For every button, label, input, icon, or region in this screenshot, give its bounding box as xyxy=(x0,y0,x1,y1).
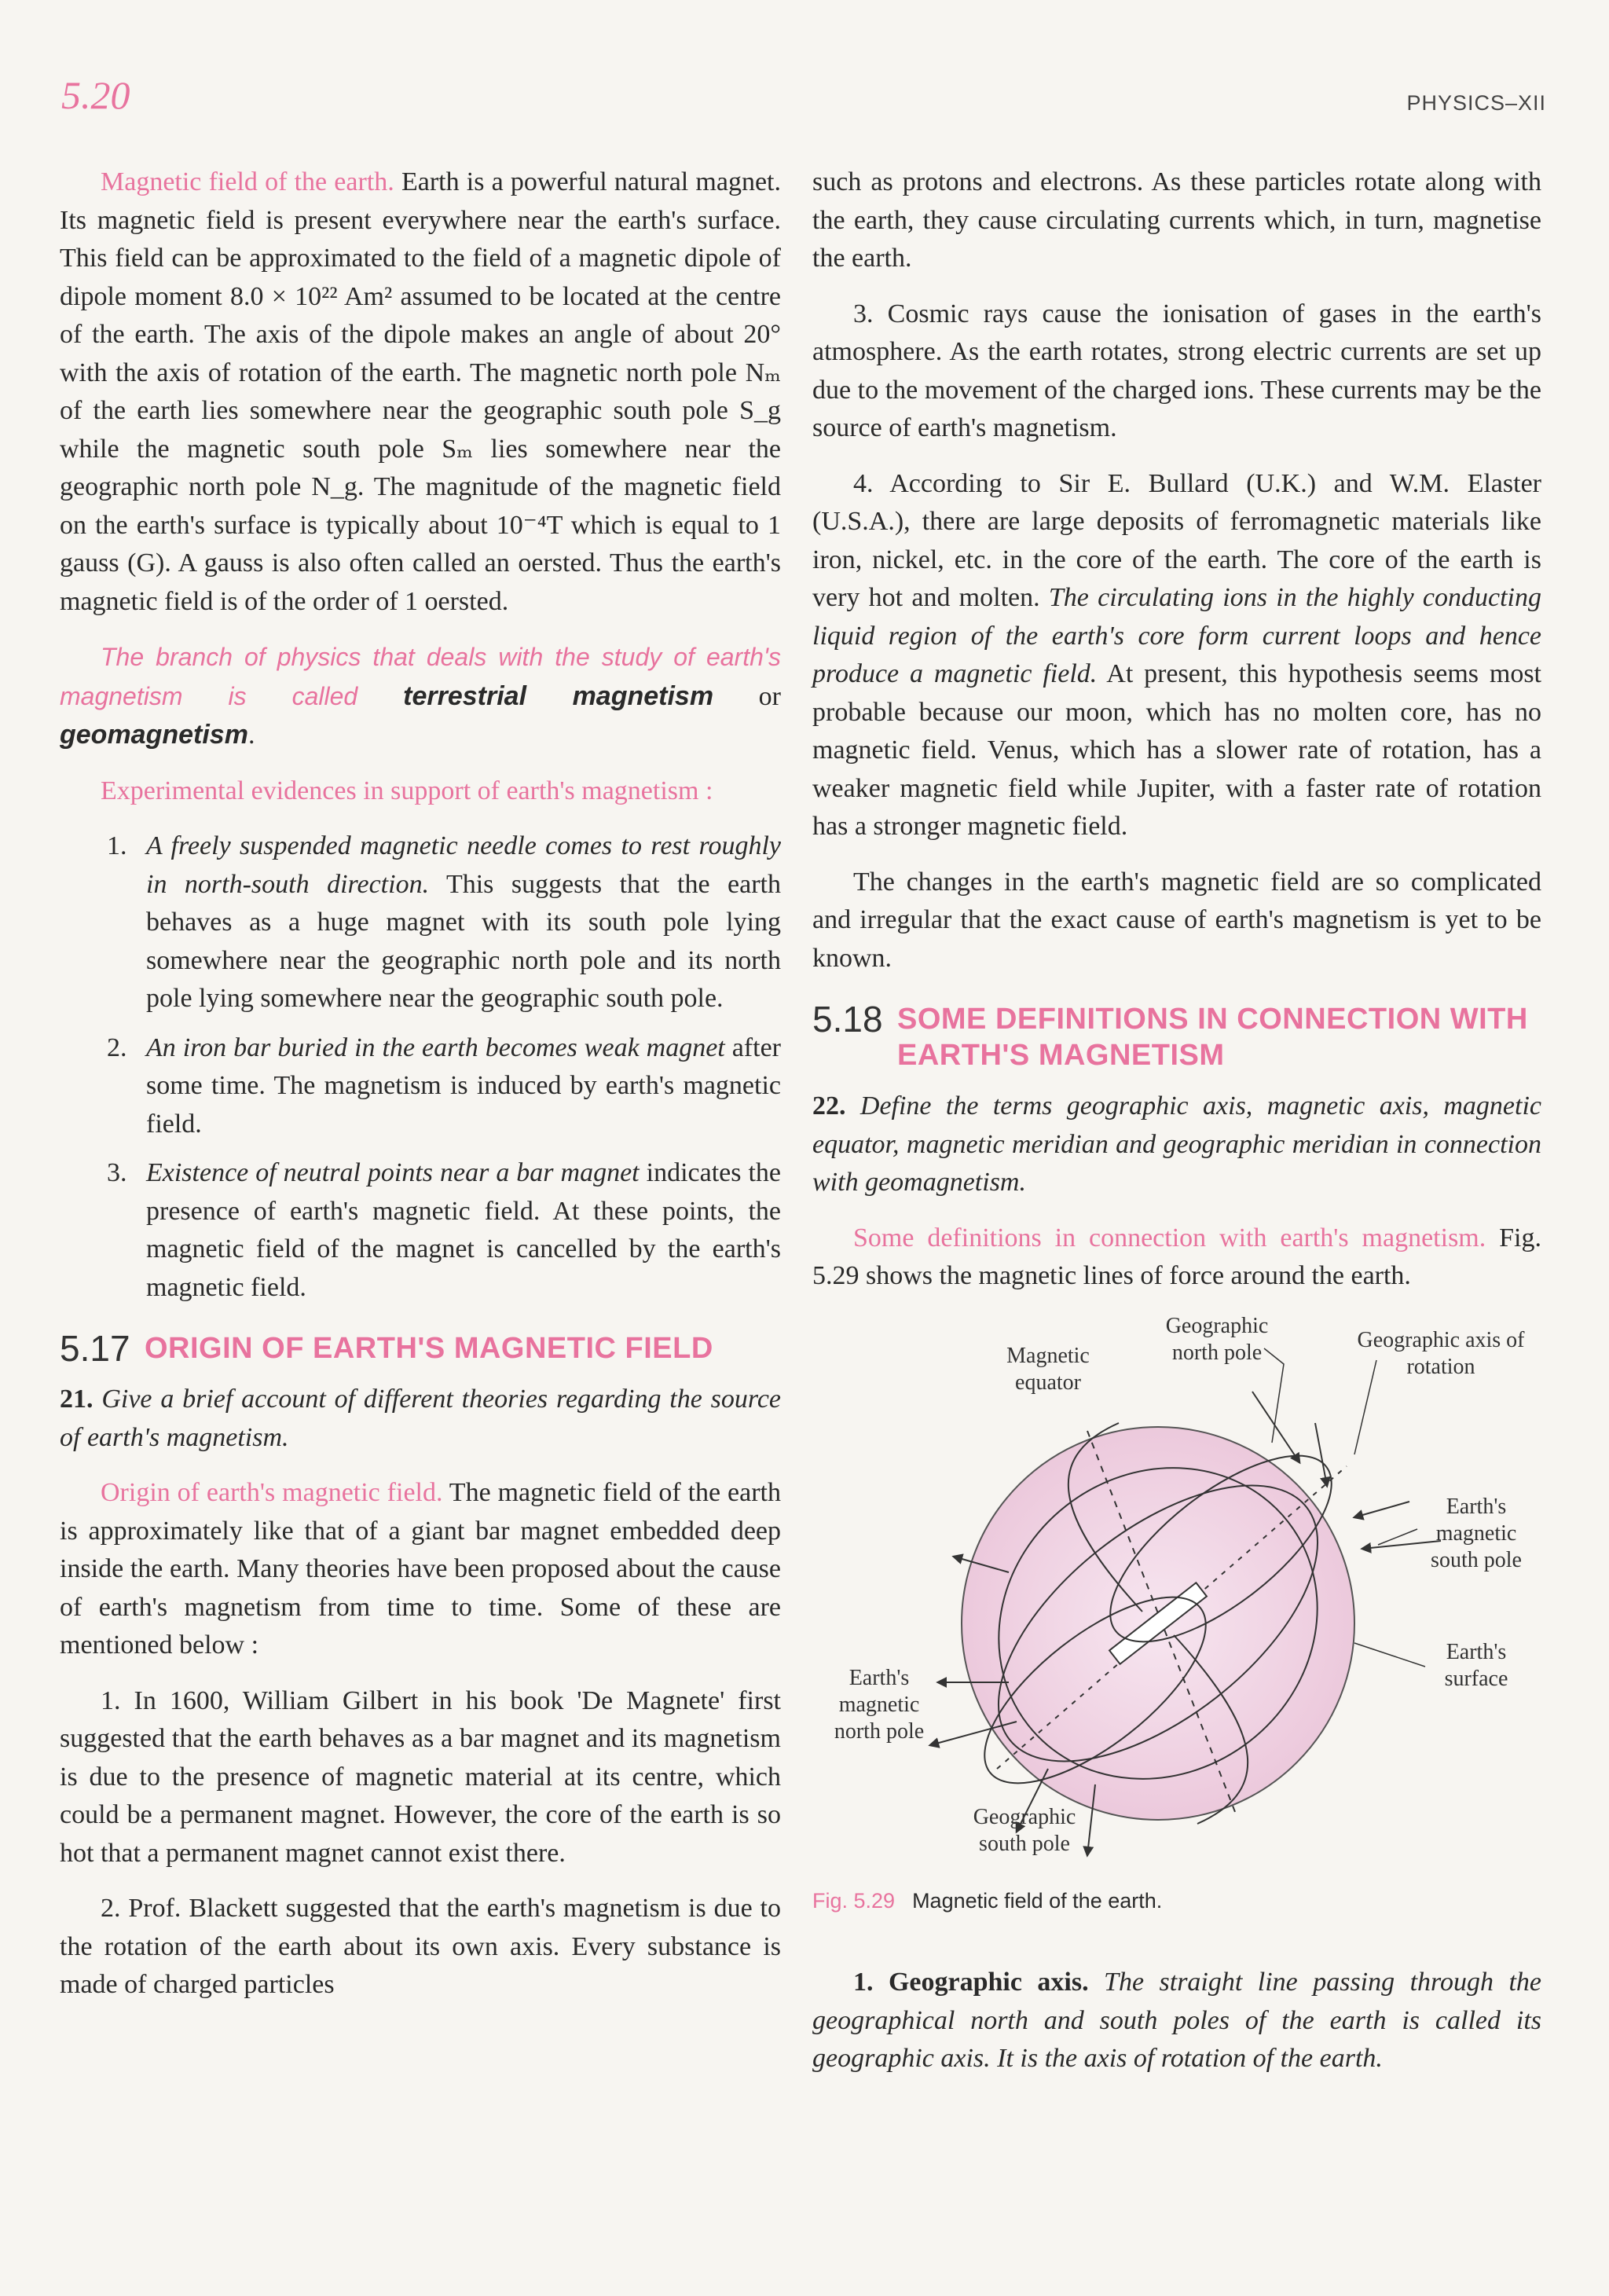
figure-earth-magnetic-field xyxy=(812,1313,1541,1871)
figure-number: Fig. 5.29 xyxy=(812,1888,896,1913)
label-geographic-north: Geographic north pole xyxy=(1165,1313,1269,1365)
paragraph-text: 4. According to Sir E. Bullard (U.K.) and W.M. Elaster (U.S.A.), there are large deposits of ferromagnetic materials like iron, nickel, etc. in the core of the earth. The core of the earth is very hot and molten. xyxy=(812,468,1541,612)
label-magnetic-equator: Magnetic equator xyxy=(1006,1343,1090,1395)
label-earth-surface: Earth's surface xyxy=(1444,1639,1508,1691)
section-number: 5.18 xyxy=(812,999,883,1040)
running-head: PHYSICS–XII xyxy=(1406,91,1546,115)
paragraph-changes: The changes in the earth's magnetic field are so complicated and irregular that the exact cause of earth's magnetism is yet to be known. xyxy=(812,867,1541,973)
list-number: 2. xyxy=(107,1032,127,1062)
paragraph-heading: Origin of earth's magnetic field. xyxy=(101,1478,443,1507)
list-item xyxy=(60,1154,781,1307)
evidence-list xyxy=(60,827,781,1307)
theory-bullard xyxy=(812,465,1541,846)
label-geographic-axis: Geographic axis of rotation xyxy=(1357,1327,1525,1379)
right-column xyxy=(812,163,1541,2096)
paragraph-italic: The circulating ions in the highly conducting liquid region of the earth's core form current loops and hence produce a magnetic field. xyxy=(812,583,1542,688)
list-italic: A freely suspended magnetic needle comes to rest roughly in north-south direction. xyxy=(146,831,781,899)
section-title: SOME DEFINITIONS IN CONNECTION WITH EARTH'S MAGNETISM xyxy=(897,1003,1528,1072)
definition-end: . xyxy=(247,721,255,750)
paragraph-text: Earth is a powerful natural magnet. Its magnetic field is present everywhere near the earth's surface. This field can be approximated to the field of a magnetic dipole of dipole moment 8.0 × 10²² Am² assumed to be located at the centre of the earth. The axis of the dipole makes an angle of about 20° with the axis of rotation of the earth. The magnetic north pole Nₘ of the earth lies somewhere near the geographic south pole S_g while the magnetic south pole Sₘ lies somewhere near the geographic north pole N_g. The magnitude of the magnetic field on the earth's surface is typically about 10⁻⁴T which is equal to 1 gauss (G). A gauss is also often called an oersted. Thus the earth's magnetic field is of the order of 1 oersted. xyxy=(60,167,781,616)
list-italic: An iron bar buried in the earth becomes weak magnet xyxy=(146,1032,725,1062)
question-number: 22. xyxy=(812,1091,846,1120)
section-number: 5.17 xyxy=(60,1328,130,1369)
earth-field-diagram xyxy=(812,1313,1541,1871)
theory-cosmic-rays: 3. Cosmic rays cause the ionisation of gases in the earth's atmosphere. As the earth rotates, strong electric currents are set up due to the movement of the charged ions. These currents may be the source of earth's magnetism. xyxy=(812,299,1541,442)
definition-or: or xyxy=(713,681,781,711)
definition-text: The branch of physics that deals with the study of earth's magnetism is called xyxy=(60,643,781,710)
paragraph-definitions xyxy=(812,1220,1541,1296)
paragraph-text: Fig. 5.29 shows the magnetic lines of force around the earth. xyxy=(812,1223,1541,1290)
label-geographic-south: Geographic south pole xyxy=(973,1804,1076,1856)
section-heading xyxy=(812,1001,1541,1073)
list-text: after some time. The magnetism is induced by earth's magnetic field. xyxy=(146,1032,781,1139)
list-item xyxy=(60,827,781,1018)
label-magnetic-south-pole: Earth's magnetic south pole xyxy=(1431,1494,1522,1572)
figure-caption xyxy=(812,1882,1541,1920)
definition-terrestrial-magnetism xyxy=(60,638,781,755)
question-number: 21. xyxy=(60,1385,93,1414)
question-text: Give a brief account of different theories regarding the source of earth's magnetism. xyxy=(60,1385,781,1452)
definition-term: geomagnetism xyxy=(60,720,248,750)
definition-geographic-axis xyxy=(812,1964,1541,2078)
question-text: Define the terms geographic axis, magnetic axis, magnetic equator, magnetic meridian and geographic meridian in connection with geomagnetism. xyxy=(812,1091,1541,1197)
list-italic: Existence of neutral points near a bar magnet xyxy=(146,1158,640,1187)
definition-term: terrestrial magnetism xyxy=(403,680,714,711)
question-22 xyxy=(812,1087,1541,1202)
theory-blackett: 2. Prof. Blackett suggested that the earth's magnetism is due to the rotation of the earth about its own axis. Every substance is made of charged particles xyxy=(60,1894,781,1999)
definition-heading: 1. Geographic axis. xyxy=(853,1968,1089,1997)
paragraph-heading: Some definitions in connection with earth's magnetism. xyxy=(853,1223,1486,1253)
theory-gilbert: 1. In 1600, William Gilbert in his book 'De Magnete' first suggested that the earth behaves as a bar magnet and its magnetism is due to the presence of magnetic material at its centre, which could be a permanent magnet. However, the core of the earth is so hot that a permanent magnet cannot exist there. xyxy=(60,1685,781,1868)
label-magnetic-north-pole: Earth's magnetic north pole xyxy=(834,1665,925,1744)
theory-blackett-cont: such as protons and electrons. As these particles rotate along with the earth, they cause circulating currents which, in turn, magnetise the earth. xyxy=(812,167,1541,273)
figure-caption-text: Magnetic field of the earth. xyxy=(912,1888,1163,1913)
left-column xyxy=(60,163,781,2022)
list-number: 3. xyxy=(107,1158,127,1187)
paragraph-heading: Magnetic field of the earth. xyxy=(101,167,394,196)
list-item xyxy=(60,1029,781,1144)
section-heading xyxy=(60,1328,781,1369)
section-title: ORIGIN OF EARTH'S MAGNETIC FIELD xyxy=(145,1332,713,1365)
question-21 xyxy=(60,1381,781,1457)
list-number: 1. xyxy=(107,831,127,860)
paragraph-text: At present, this hypothesis seems most probable because our moon, which has no molten core, has no magnetic field. Venus, which has a slower rate of rotation, has a weaker magnetic field while Jupiter, with a faster rate of rotation has a stronger magnetic field. xyxy=(812,659,1541,841)
evidence-heading: Experimental evidences in support of earth's magnetism : xyxy=(101,776,713,805)
paragraph-origin xyxy=(60,1474,781,1665)
list-text: indicates the presence of earth's magnetic field. At these points, the magnetic field of the magnet is cancelled by the earth's magnetic field. xyxy=(146,1158,781,1302)
definition-text: The straight line passing through the geographical north and south poles of the earth is called its geographic axis. It is the axis of rotation of the earth. xyxy=(812,1968,1541,2073)
page-number: 5.20 xyxy=(61,73,130,117)
paragraph-earth-field xyxy=(60,163,781,621)
paragraph-text: The magnetic field of the earth is approximately like that of a giant bar magnet embedded deep inside the earth. Many theories have been proposed about the cause of earth's magnetism from time to time. Some of these are mentioned below : xyxy=(60,1478,781,1660)
list-text: This suggests that the earth behaves as a huge magnet with its south pole lying somewhere near the geographic north pole and its north pole lying somewhere near the geographic south pole. xyxy=(146,869,781,1013)
